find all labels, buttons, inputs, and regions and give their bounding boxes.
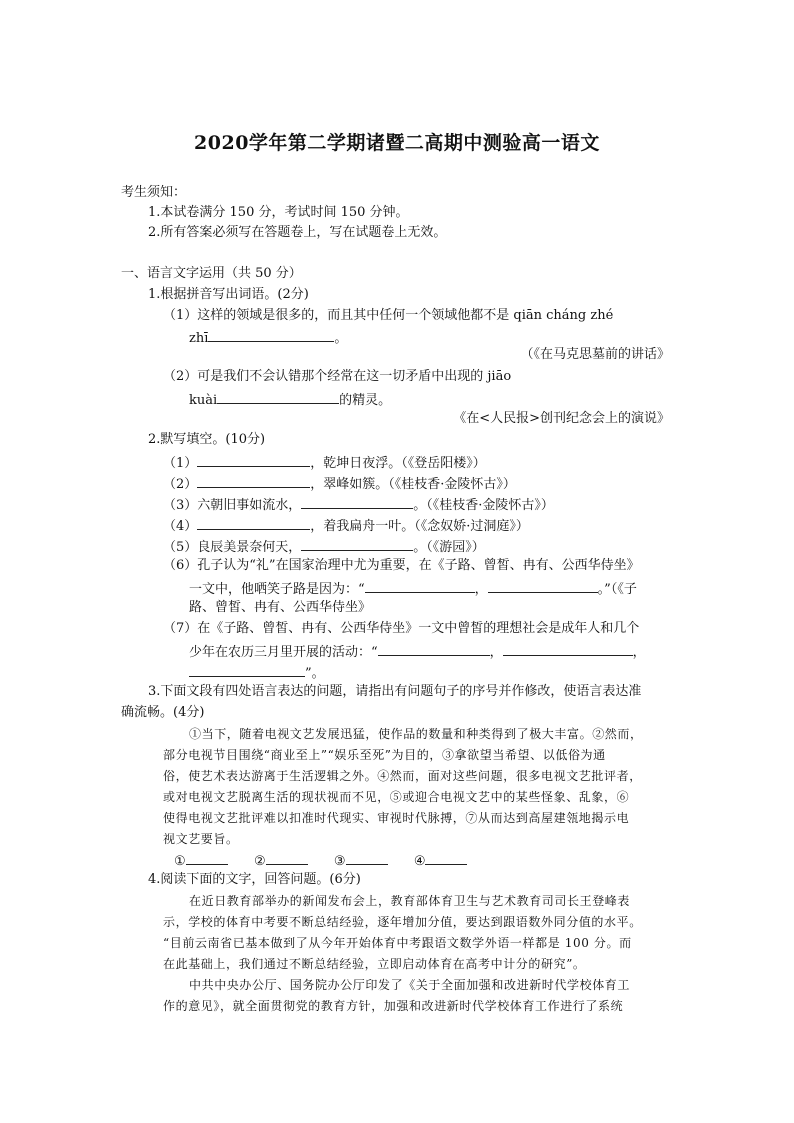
answer-blank[interactable]	[346, 850, 388, 865]
item-number: （2）	[163, 477, 198, 492]
answer-blank[interactable]	[488, 578, 598, 593]
q1-part2-source: 《在<人民报>创刊纪念会上的演说》	[453, 411, 670, 426]
notice-heading: 考生须知：	[121, 185, 187, 200]
question-stem: 1.根据拼音写出词语。(2分)	[148, 287, 309, 302]
passage-line: 部分电视节目围绕“商业至上”“娱乐至死”为目的，③拿欲望当希望、以低俗为通	[163, 748, 606, 762]
answer-blank[interactable]	[425, 850, 467, 865]
q2-item-7-line3	[189, 662, 325, 683]
punctuation: ，	[474, 582, 488, 597]
item-text: 。”（《子	[597, 582, 637, 597]
pinyin-text: zhī	[189, 331, 209, 346]
q1-part2-text: （2）可是我们不会认错那个经常在这一切矛盾中出现的 jiāo	[163, 369, 512, 384]
question-stem: 3.下面文段有四处语言表达的问题，请指出有问题句子的序号并作修改，使语言表达准	[148, 684, 642, 699]
passage-line: “目前云南省已基本做到了从今年开始体育中考跟语文数学外语一样都是 100 分。而	[163, 936, 632, 950]
answer-blank[interactable]	[301, 536, 413, 551]
page-title: 2020学年第二学期诸暨二高期中测验高一语文	[194, 132, 600, 154]
answer-blank[interactable]	[217, 389, 339, 404]
q2-item-1	[163, 452, 486, 473]
passage-line: 在此基础上，我们通过不断总结经验，立即启动体育在高考中计分的研究”。	[163, 957, 586, 971]
question-stem-cont: 确流畅。(4分)	[121, 705, 205, 720]
item-number: （4）	[163, 519, 198, 534]
suffix-text: 的精灵。	[339, 393, 392, 408]
q2-item-6-line1: （6）孔子认为“礼”在国家治理中尤为重要，在《子路、曾皙、冉有、公西华侍坐》	[163, 558, 640, 573]
passage-line: 中共中央办公厅、国务院办公厅印发了《关于全面加强和改进新时代学校体育工	[189, 978, 631, 992]
passage-line: 俗，使艺术表达游离于生活逻辑之外。④然而，面对这些问题，很多电视文艺批评者，	[163, 769, 642, 783]
item-text: ，翠峰如簇。（《桂枝香·金陵怀古》）	[310, 477, 516, 492]
item-text: 一文中，他哂笑子路是因为：“	[189, 582, 365, 597]
item-text: （3）六朝旧事如流水，	[163, 498, 302, 513]
q1-part1-answer-line	[189, 327, 347, 348]
q2-item-2	[163, 473, 516, 494]
answer-blank[interactable]	[266, 850, 308, 865]
answer-blank[interactable]	[503, 641, 633, 656]
item-text: 少年在农历三月里开展的活动：“	[189, 645, 378, 660]
notice-item: 1.本试卷满分 150 分，考试时间 150 分钟。	[148, 205, 409, 220]
q2-item-6-line3: 路、曾皙、冉有、公西华侍坐》	[189, 600, 372, 615]
question-stem: 4.阅读下面的文字，回答问题。(6分)	[148, 872, 361, 887]
section-heading: 一、语言文字运用（共 50 分）	[121, 266, 302, 281]
answer-blank[interactable]	[378, 641, 490, 656]
passage-line: ①当下，随着电视文艺发展迅猛，使作品的数量和种类得到了极大丰富。②然而，	[189, 727, 643, 741]
item-text: 。（《桂枝香·金陵怀古》）	[413, 498, 554, 513]
item-text: ，着我扁舟一叶。（《念奴娇·过洞庭》）	[310, 519, 529, 534]
answer-blank[interactable]	[197, 452, 310, 467]
item-text: 。（《游园》）	[413, 540, 485, 555]
question-stem: 2.默写填空。(10分)	[148, 432, 266, 447]
item-number: （1）	[163, 456, 198, 471]
answer-blank[interactable]	[186, 850, 228, 865]
q2-item-5	[163, 536, 485, 557]
passage-line: 示，学校的体育中考要不断总结经验，逐年增加分值，要达到跟语数外同分值的水平。	[163, 915, 642, 929]
q2-item-4	[163, 515, 529, 536]
q2-item-7-line1: （7）在《子路、曾皙、冉有、公西华侍坐》一文中曾皙的理想社会是成年人和几个	[163, 621, 640, 636]
answer-label: ④	[413, 854, 426, 869]
answer-blank[interactable]	[301, 494, 413, 509]
punctuation: ，	[489, 645, 503, 660]
item-text: ，乾坤日夜浮。（《登岳阳楼》）	[310, 456, 486, 471]
punctuation: ，	[632, 645, 646, 660]
passage-line: 视文艺要旨。	[163, 832, 239, 846]
q1-part2-answer-line	[189, 389, 391, 410]
answer-blank[interactable]	[197, 473, 310, 488]
punctuation: ”。	[305, 666, 325, 681]
q1-part1-text: （1）这样的领域是很多的，而且其中任何一个领域他都不是 qiān cháng zhé	[163, 308, 614, 323]
pinyin-text: kuài	[189, 393, 218, 408]
answer-blank[interactable]	[365, 578, 475, 593]
passage-line: 使得电视文艺批评难以扣准时代现实、审视时代脉搏，⑦从而达到高屋建瓴地揭示电	[163, 811, 630, 825]
q2-item-6-line2	[189, 578, 637, 599]
answer-label: ③	[333, 854, 346, 869]
answer-blank[interactable]	[208, 327, 334, 342]
answer-label: ①	[174, 854, 186, 869]
q2-item-7-line2	[189, 641, 646, 662]
passage-line: 在近日教育部举办的新闻发布会上，教育部体育卫生与艺术教育司司长王登峰表	[189, 894, 631, 908]
item-text: （5）良辰美景奈何天，	[163, 540, 302, 555]
answer-label: ②	[253, 854, 266, 869]
q1-part1-source: （《在马克思墓前的讲话》	[520, 347, 670, 362]
punctuation: 。	[334, 331, 348, 346]
notice-item: 2.所有答案必须写在答题卷上，写在试题卷上无效。	[148, 225, 447, 240]
q3-answer-row	[174, 850, 467, 871]
answer-blank[interactable]	[189, 662, 305, 677]
q2-item-3	[163, 494, 554, 515]
passage-line: 或对电视文艺脱离生活的现状视而不见，⑤或迎合电视文艺中的某些怪象、乱象，⑥	[163, 790, 630, 804]
passage-line: 作的意见》，就全面贯彻党的教育方针，加强和改进新时代学校体育工作进行了系统	[163, 999, 624, 1013]
answer-blank[interactable]	[197, 515, 310, 530]
